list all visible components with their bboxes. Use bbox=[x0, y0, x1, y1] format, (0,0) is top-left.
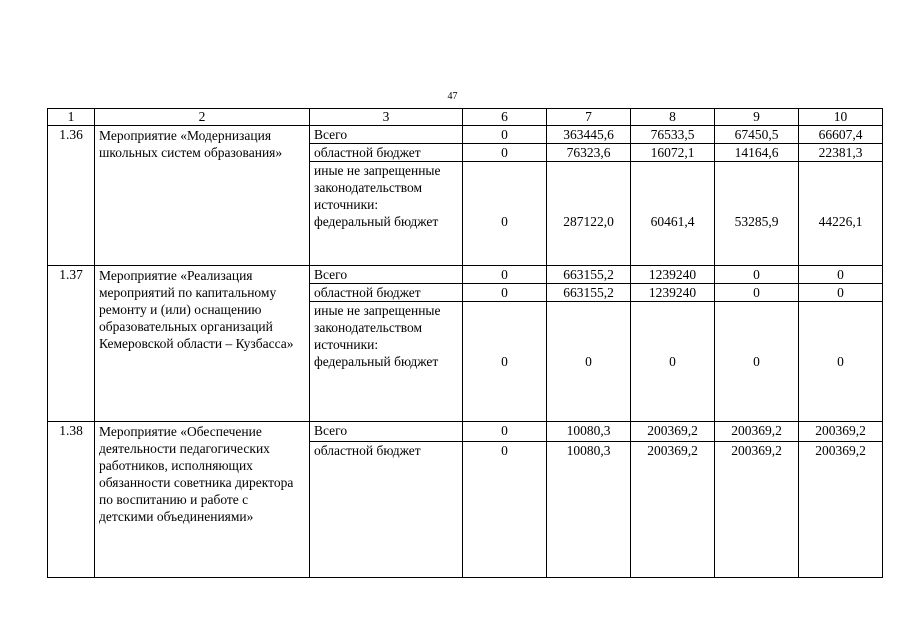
table-cell: 0 bbox=[463, 266, 547, 284]
table-cell: 0 bbox=[463, 144, 547, 162]
table-cell: 0 bbox=[631, 302, 715, 422]
table-cell: 44226,1 bbox=[799, 162, 883, 266]
funding-source: Всего bbox=[310, 422, 463, 442]
column-header: 9 bbox=[715, 109, 799, 126]
header-row bbox=[48, 109, 883, 126]
column-header: 8 bbox=[631, 109, 715, 126]
column-header: 1 bbox=[48, 109, 95, 126]
table-cell: 0 bbox=[463, 442, 547, 578]
table-cell: 53285,9 bbox=[715, 162, 799, 266]
table-cell: 0 bbox=[715, 302, 799, 422]
funding-source: областной бюджет bbox=[310, 284, 463, 302]
table-cell: 60461,4 bbox=[631, 162, 715, 266]
table-cell: 10080,3 bbox=[547, 442, 631, 578]
column-header: 7 bbox=[547, 109, 631, 126]
table-cell: 200369,2 bbox=[715, 422, 799, 442]
table-cell: 67450,5 bbox=[715, 126, 799, 144]
table-cell: 0 bbox=[463, 126, 547, 144]
table-row bbox=[48, 126, 883, 144]
table-cell: 0 bbox=[463, 284, 547, 302]
source-line: федеральный бюджет bbox=[314, 214, 439, 229]
budget-table bbox=[47, 108, 883, 578]
funding-source bbox=[310, 162, 463, 266]
item-title: Мероприятие «Модернизация школьных систем образования» bbox=[95, 126, 310, 266]
table-cell: 663155,2 bbox=[547, 284, 631, 302]
table-cell: 200369,2 bbox=[631, 442, 715, 578]
table-cell: 76533,5 bbox=[631, 126, 715, 144]
table-cell: 1239240 bbox=[631, 266, 715, 284]
table-cell: 200369,2 bbox=[799, 422, 883, 442]
page-number: 47 bbox=[447, 91, 458, 102]
item-title: Мероприятие «Реализация мероприятий по капитальному ремонту и (или) оснащению образовательных организаций Кемеровской области – Кузбасса» bbox=[95, 266, 310, 422]
table-cell: 663155,2 bbox=[547, 266, 631, 284]
funding-source: Всего bbox=[310, 266, 463, 284]
table-cell: 14164,6 bbox=[715, 144, 799, 162]
table-cell: 76323,6 bbox=[547, 144, 631, 162]
source-line: источники: bbox=[314, 337, 379, 352]
table-cell: 16072,1 bbox=[631, 144, 715, 162]
table-cell: 1239240 bbox=[631, 284, 715, 302]
item-title: Мероприятие «Обеспечение деятельности педагогических работников, исполняющих обязанности советника директора по воспитанию и работе с детскими объединениями» bbox=[95, 422, 310, 578]
table-cell: 0 bbox=[463, 302, 547, 422]
table-cell: 363445,6 bbox=[547, 126, 631, 144]
table-cell: 200369,2 bbox=[799, 442, 883, 578]
table-cell: 0 bbox=[463, 162, 547, 266]
table-cell: 0 bbox=[799, 266, 883, 284]
table-cell: 0 bbox=[547, 302, 631, 422]
table-cell: 10080,3 bbox=[547, 422, 631, 442]
funding-source: областной бюджет bbox=[310, 442, 463, 578]
funding-source bbox=[310, 302, 463, 422]
source-line: иные не запрещенные bbox=[314, 163, 441, 178]
item-code: 1.36 bbox=[48, 126, 95, 266]
item-code: 1.38 bbox=[48, 422, 95, 578]
column-header: 10 bbox=[799, 109, 883, 126]
table-cell: 0 bbox=[715, 284, 799, 302]
column-header: 3 bbox=[310, 109, 463, 126]
source-line: федеральный бюджет bbox=[314, 354, 439, 369]
table-row bbox=[48, 266, 883, 284]
item-code: 1.37 bbox=[48, 266, 95, 422]
source-line: иные не запрещенные bbox=[314, 303, 441, 318]
column-header: 2 bbox=[95, 109, 310, 126]
table-cell: 200369,2 bbox=[715, 442, 799, 578]
source-line: законодательством bbox=[314, 180, 423, 195]
funding-source: областной бюджет bbox=[310, 144, 463, 162]
column-header: 6 bbox=[463, 109, 547, 126]
table-cell: 200369,2 bbox=[631, 422, 715, 442]
funding-source: Всего bbox=[310, 126, 463, 144]
table-cell: 22381,3 bbox=[799, 144, 883, 162]
table-cell: 287122,0 bbox=[547, 162, 631, 266]
table-cell: 0 bbox=[715, 266, 799, 284]
source-line: законодательством bbox=[314, 320, 423, 335]
table-row bbox=[48, 422, 883, 442]
table-cell: 0 bbox=[463, 422, 547, 442]
table-cell: 0 bbox=[799, 284, 883, 302]
table-cell: 0 bbox=[799, 302, 883, 422]
source-line: источники: bbox=[314, 197, 379, 212]
table-cell: 66607,4 bbox=[799, 126, 883, 144]
